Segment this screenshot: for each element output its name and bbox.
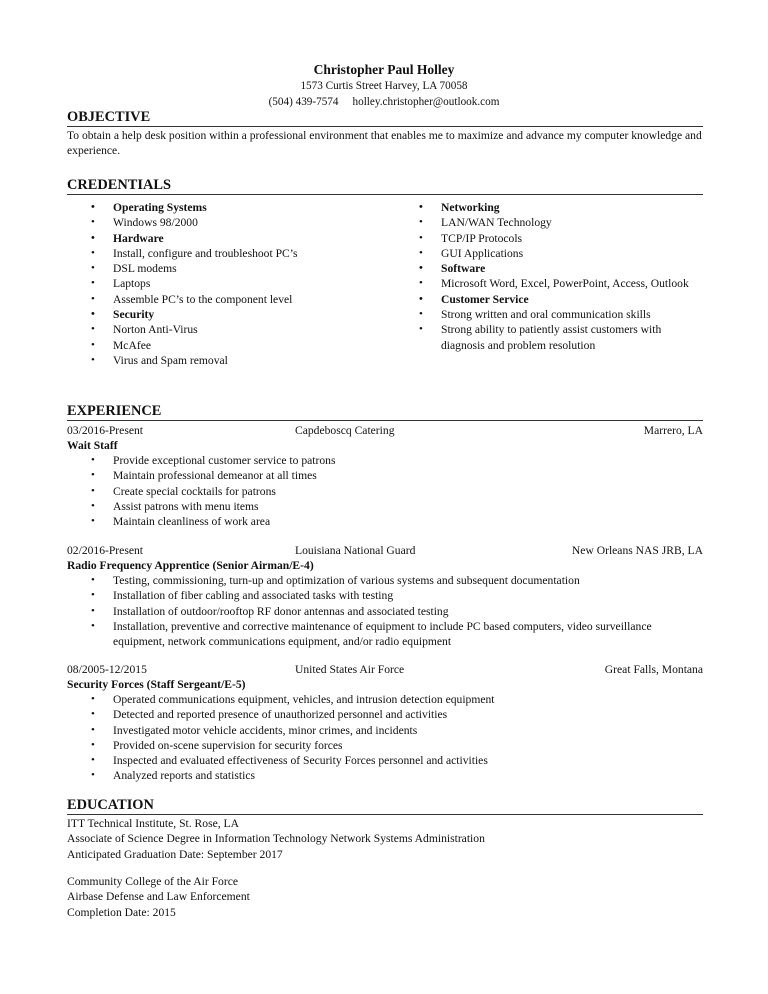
- education-entry: [67, 816, 703, 862]
- job-location: New Orleans NAS JRB, LA: [571, 544, 703, 557]
- bullet-item: • Provided on-scene supervision for security forces: [113, 738, 703, 753]
- bullet-item: • Maintain cleanliness of work area: [113, 514, 703, 529]
- applicant-email: holley.christopher@outlook.com: [352, 96, 500, 108]
- job-location: Marrero, LA: [643, 424, 703, 437]
- bullet-item: • TCP/IP Protocols: [441, 231, 703, 246]
- job-location: Great Falls, Montana: [604, 663, 703, 676]
- credentials-right-list: [441, 200, 703, 353]
- objective-rule: [67, 126, 703, 127]
- bullet-item: • Strong written and oral communication skills: [441, 307, 703, 322]
- job-dates: 03/2016-Present: [67, 424, 143, 437]
- job-header: [67, 423, 703, 438]
- bullet-item: • LAN/WAN Technology: [441, 215, 703, 230]
- bullet-item: • Installation of outdoor/rooftop RF donor antennas and associated testing: [113, 604, 703, 619]
- job-header: [67, 662, 703, 677]
- bullet-item: • Norton Anti-Virus: [113, 322, 373, 337]
- bullet-item: • Networking: [441, 200, 703, 215]
- education-line: ITT Technical Institute, St. Rose, LA: [67, 817, 239, 830]
- bullet-item: • McAfee: [113, 338, 373, 353]
- bullet-item: • Operating Systems: [113, 200, 373, 215]
- education-rule: [67, 814, 703, 815]
- job-header: [67, 543, 703, 558]
- education-line: Airbase Defense and Law Enforcement: [67, 890, 250, 904]
- education-line: Community College of the Air Force: [67, 875, 238, 888]
- job-duties-list: [113, 453, 703, 529]
- bullet-item: • Software: [441, 261, 703, 276]
- bullet-item: • Virus and Spam removal: [113, 353, 373, 368]
- education-line: Anticipated Graduation Date: September 2017: [67, 847, 283, 861]
- bullet-item: • Operated communications equipment, vehicles, and intrusion detection equipment: [113, 692, 703, 707]
- job-duties: [113, 692, 703, 784]
- objective-text: To obtain a help desk position within a professional environment that enables me to maximize and advance my computer knowledge and experience.: [67, 129, 702, 158]
- job-dates: 08/2005-12/2015: [67, 663, 147, 676]
- job-dates: 02/2016-Present: [67, 544, 143, 557]
- bullet-item: • Installation, preventive and corrective maintenance of equipment to include PC based computers, video surveillance equipment, network communications equipment, and/or radio equipment: [113, 619, 703, 650]
- job-title: Radio Frequency Apprentice (Senior Airman/E-4): [67, 559, 314, 572]
- bullet-item: • Laptops: [113, 276, 373, 291]
- credentials-left-list: [113, 200, 373, 368]
- bullet-item: • GUI Applications: [441, 246, 703, 261]
- education-line: Associate of Science Degree in Information Technology Network Systems Administration: [67, 832, 485, 846]
- bullet-item: • Install, configure and troubleshoot PC’s: [113, 246, 373, 261]
- applicant-contact: [0, 95, 768, 110]
- bullet-item: • Investigated motor vehicle accidents, minor crimes, and incidents: [113, 723, 703, 738]
- bullet-item: • DSL modems: [113, 261, 373, 276]
- job-organization: Capdeboscq Catering: [295, 424, 395, 437]
- applicant-name: Christopher Paul Holley: [313, 62, 455, 77]
- education-heading: EDUCATION: [67, 797, 154, 813]
- job-title: Wait Staff: [67, 439, 118, 452]
- job-title: Security Forces (Staff Sergeant/E-5): [67, 678, 246, 691]
- job-duties: [113, 453, 703, 529]
- job-duties-list: [113, 573, 703, 649]
- bullet-item: • Strong ability to patiently assist customers with diagnosis and problem resolution: [441, 322, 703, 353]
- bullet-item: • Hardware: [113, 231, 373, 246]
- bullet-item: • Windows 98/2000: [113, 215, 373, 230]
- bullet-item: • Analyzed reports and statistics: [113, 768, 703, 783]
- bullet-item: • Testing, commissioning, turn-up and optimization of various systems and subsequent documentation: [113, 573, 703, 588]
- job-duties: [113, 573, 703, 649]
- bullet-item: • Provide exceptional customer service to patrons: [113, 453, 703, 468]
- bullet-item: • Inspected and evaluated effectiveness of Security Forces personnel and activities: [113, 753, 703, 768]
- credentials-left-column: [113, 200, 373, 368]
- bullet-item: • Detected and reported presence of unauthorized personnel and activities: [113, 707, 703, 722]
- job-duties-list: [113, 692, 703, 784]
- credentials-rule: [67, 194, 703, 195]
- education-entry: [67, 874, 703, 920]
- experience-rule: [67, 420, 703, 421]
- credentials-right-column: [441, 200, 703, 353]
- bullet-item: • Security: [113, 307, 373, 322]
- experience-heading: EXPERIENCE: [67, 403, 162, 419]
- bullet-item: • Create special cocktails for patrons: [113, 484, 703, 499]
- credentials-heading: CREDENTIALS: [67, 177, 171, 193]
- bullet-item: • Installation of fiber cabling and associated tasks with testing: [113, 588, 703, 603]
- bullet-item: • Assist patrons with menu items: [113, 499, 703, 514]
- bullet-item: • Assemble PC’s to the component level: [113, 292, 373, 307]
- job-organization: United States Air Force: [295, 663, 405, 676]
- applicant-address: 1573 Curtis Street Harvey, LA 70058: [300, 80, 468, 92]
- bullet-item: • Maintain professional demeanor at all times: [113, 468, 703, 483]
- bullet-item: • Microsoft Word, Excel, PowerPoint, Access, Outlook: [441, 276, 703, 291]
- objective-heading: OBJECTIVE: [67, 109, 151, 125]
- job-organization: Louisiana National Guard: [295, 544, 416, 557]
- bullet-item: • Customer Service: [441, 292, 703, 307]
- education-line: Completion Date: 2015: [67, 905, 176, 919]
- applicant-phone: (504) 439-7574: [268, 96, 339, 108]
